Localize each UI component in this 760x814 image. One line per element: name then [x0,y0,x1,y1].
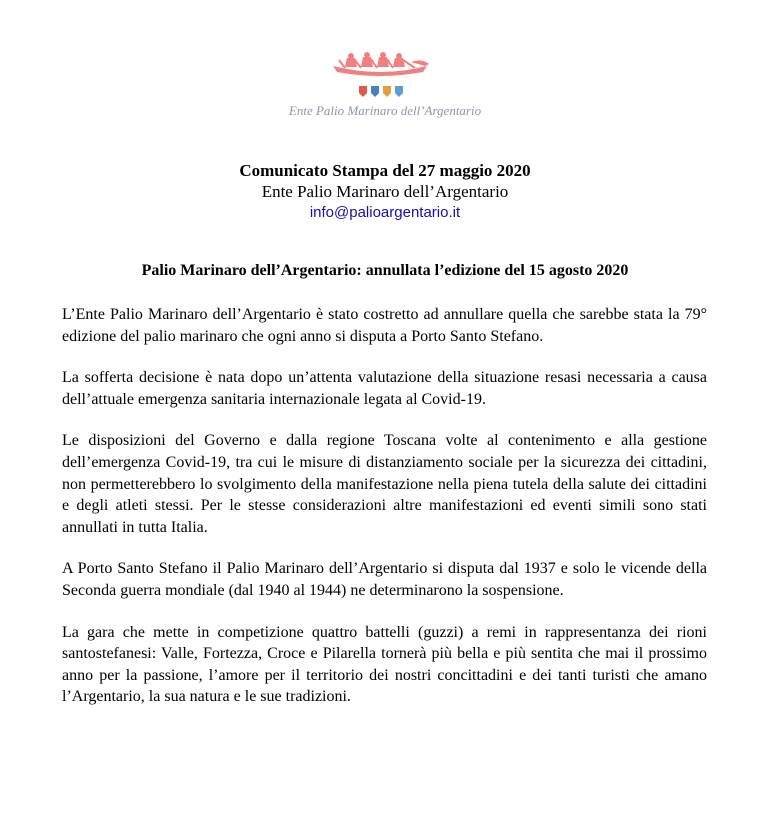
organization-name: Ente Palio Marinaro dell’Argentario [261,182,509,201]
headline: Palio Marinaro dell’Argentario: annullata l’edizione del 15 agosto 2020 [141,262,629,279]
logo-caption: Ente Palio Marinaro dell’Argentario [288,103,482,118]
paragraph: A Porto Santo Stefano il Palio Marinaro dell’Argentario si disputa dal 1937 e solo le vicende della Seconda guerra mondiale (dal 1940 al 1944) ne determinarono la sospensione. [62,560,707,599]
district-shields [359,86,403,97]
rowing-boats-icon [325,48,435,100]
paragraph: La gara che mette in competizione quattro battelli (guzzi) a remi in rappresentanza dei rioni santostefanesi: Valle, Fortezza, Croce e Pilarella tornerà più bella e più sentita che mai il prossimo anno per la passione, l’amore per il territorio dei nostri concittadini e dei tanti turisti che amano l’Argentario, la sua natura e le sue tradizioni. [62,623,707,706]
paragraph: Le disposizioni del Governo e dalla regione Toscana volte al contenimento e alla gestione dell’emergenza Covid-19, tra cui le misure di distanziamento sociale per la sicurezza dei cittadini, non permetterebbero lo svolgimento della manifestazione nella piena tutela della salute dei cittadini e degli atleti stessi. Per le stesse considerazioni altre manifestazioni ed eventi simili sono stati annullati in tutta Italia. [62,432,707,536]
paragraph: La sofferta decisione è nata dopo un’attenta valutazione della situazione resasi necessaria a causa dell’attuale emergenza sanitaria internazionale legata al Covid-19. [62,369,707,408]
palio-logo [0,48,760,100]
press-release-body [62,304,707,728]
press-release-title: Comunicato Stampa del 27 maggio 2020 [239,161,531,180]
paragraph: L’Ente Palio Marinaro dell’Argentario è stato costretto ad annullare quella che sarebbe stata la 79° edizione del palio marinaro che ogni anno si disputa a Porto Santo Stefano. [62,306,707,345]
contact-email-link[interactable]: info@palioargentario.it [309,204,461,221]
press-release-header [0,160,760,223]
